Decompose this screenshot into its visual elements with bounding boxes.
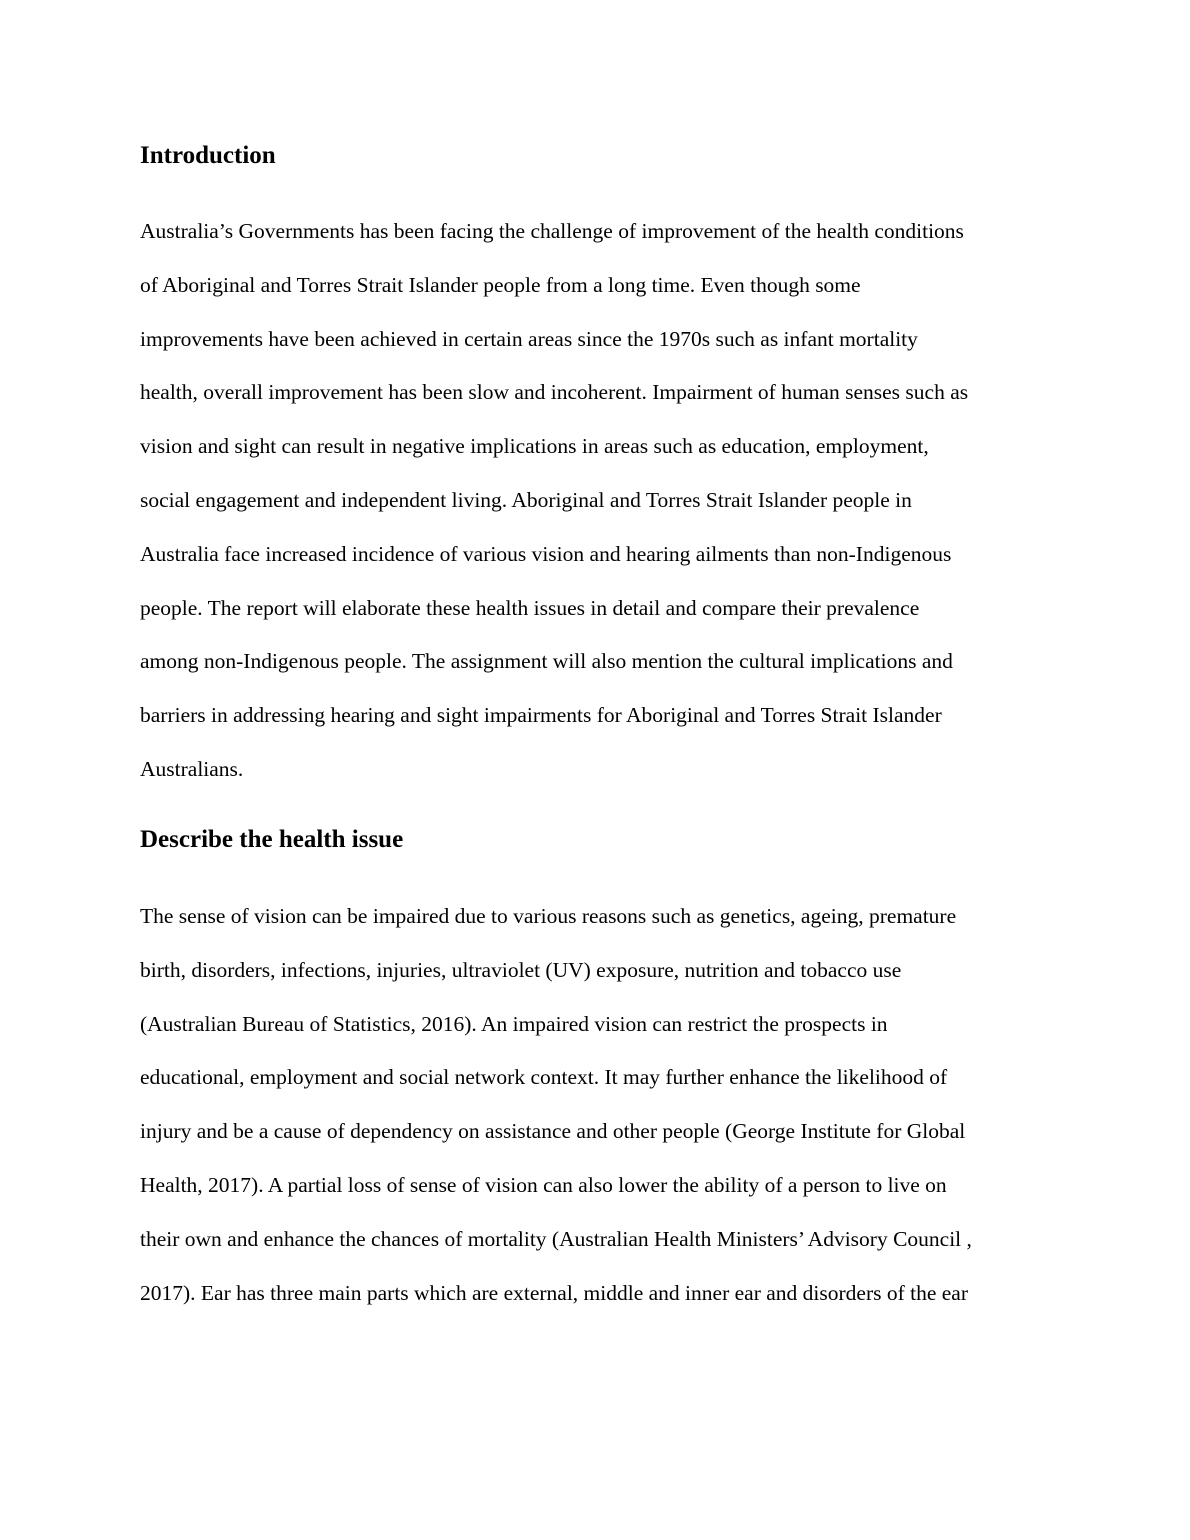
text-line: of Aboriginal and Torres Strait Islander people from a long time. Even though some <box>140 272 861 297</box>
text-line: Australia face increased incidence of various vision and hearing ailments than non-Indigenous <box>140 541 952 566</box>
text-line: health, overall improvement has been slow and incoherent. Impairment of human senses such as <box>140 380 969 405</box>
text-line: social engagement and independent living. Aboriginal and Torres Strait Islander people in <box>140 487 912 512</box>
text-line: 2017). Ear has three main parts which are external, middle and inner ear and disorders of the ear <box>140 1280 969 1305</box>
text-line: vision and sight can result in negative implications in areas such as education, employment, <box>140 434 929 459</box>
text-line: educational, employment and social network context. It may further enhance the likelihood of <box>140 1065 948 1090</box>
text-line: Health, 2017). A partial loss of sense of vision can also lower the ability of a person to live on <box>140 1172 947 1197</box>
text-line: The sense of vision can be impaired due to various reasons such as genetics, ageing, premature <box>140 904 957 928</box>
paragraph-health-issue <box>140 900 972 1330</box>
text-line: injury and be a cause of dependency on assistance and other people (George Institute for Global <box>140 1119 966 1144</box>
text-line: improvements have been achieved in certain areas since the 1970s such as infant mortality <box>140 326 918 351</box>
text-line: their own and enhance the chances of mortality (Australian Health Ministers’ Advisory Council , <box>140 1226 972 1251</box>
text-line: Australians. <box>140 756 244 781</box>
text-line: among non-Indigenous people. The assignment will also mention the cultural implications and <box>140 649 953 674</box>
section-heading-health-issue: Describe the health issue <box>140 826 404 853</box>
paragraph-introduction <box>140 215 968 807</box>
text-line: Australia’s Governments has been facing the challenge of improvement of the health conditions <box>140 219 964 243</box>
text-line: barriers in addressing hearing and sight impairments for Aboriginal and Torres Strait Islander <box>140 703 942 728</box>
text-line: (Australian Bureau of Statistics, 2016). An impaired vision can restrict the prospects in <box>140 1011 888 1036</box>
section-heading-introduction: Introduction <box>140 142 276 169</box>
text-line: people. The report will elaborate these health issues in detail and compare their prevalence <box>140 595 920 620</box>
text-line: birth, disorders, infections, injuries, ultraviolet (UV) exposure, nutrition and tobacco use <box>140 957 902 982</box>
